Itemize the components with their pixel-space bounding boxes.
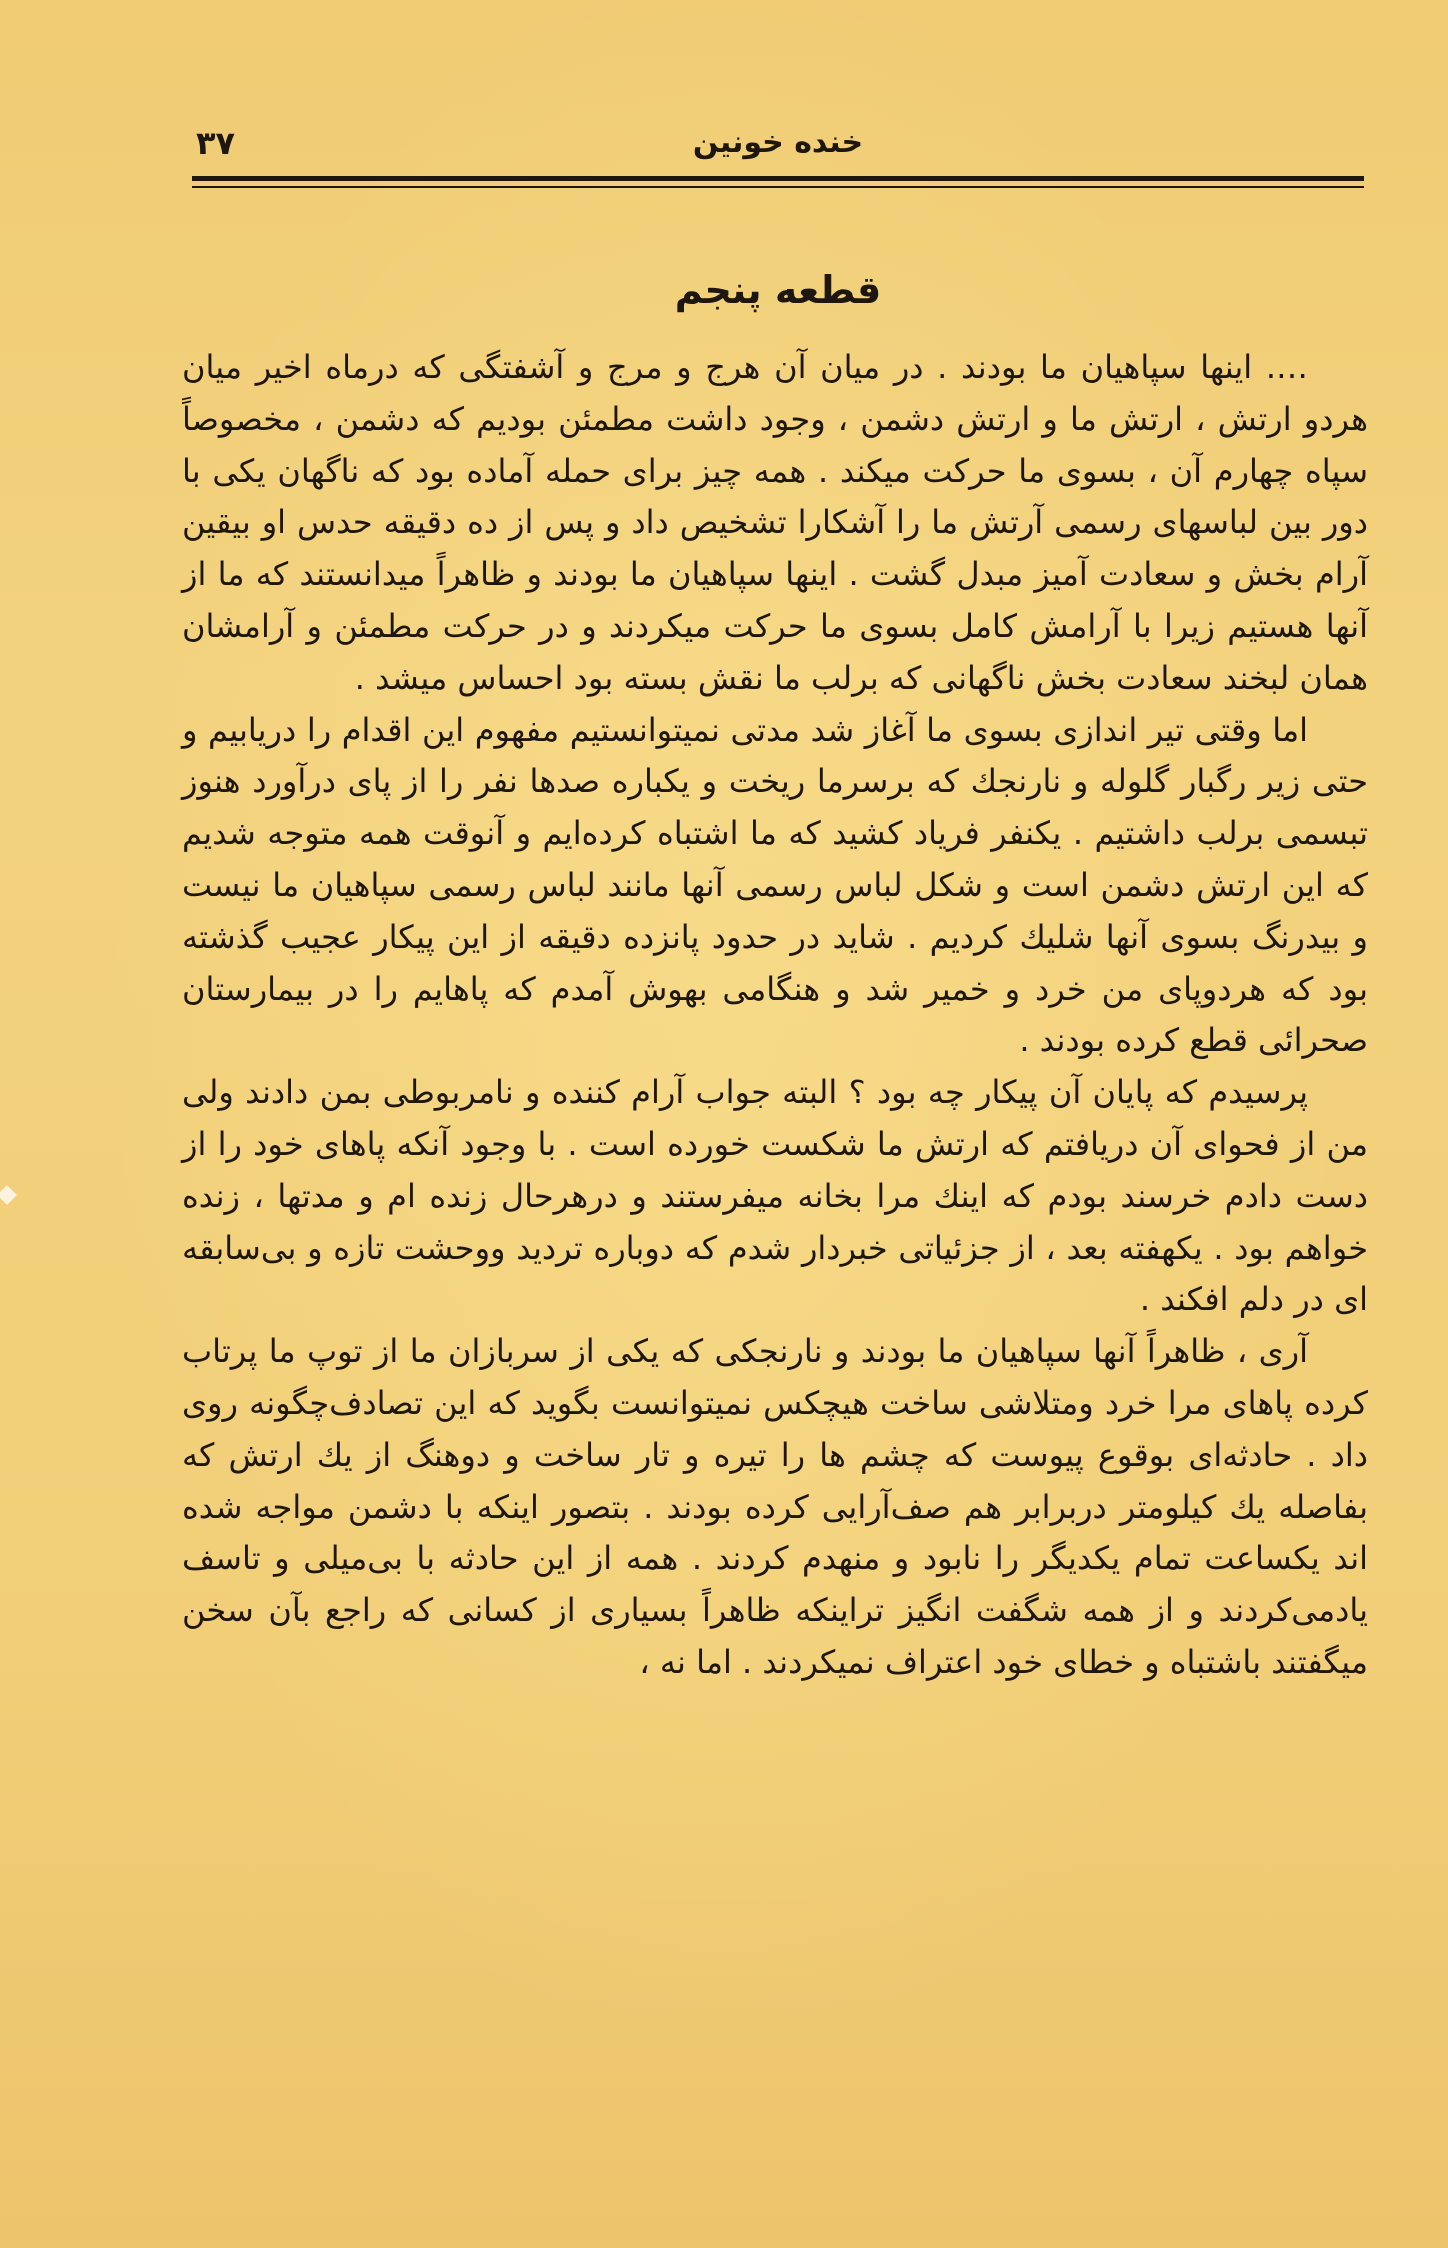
section-title: قطعه پنجم [674,268,882,312]
page-number: ۳۷ [196,124,236,162]
header-rule-thick [192,176,1364,181]
paragraph-4: آری ، ظاهراً آنها سپاهیان ما بودند و نارنجکی که یکی از سربازان ما از توپ ما پرتاب کرده پاهای مرا خرد ومتلاشی ساخت هیچکس نمیتوانست بگوید که این تصادف‌چگونه روی داد . حادثه‌ای بوقوع پیوست که چشم ها را تیره و تار ساخت و دوهنگ از یك ارتش که بفاصله یك کیلومتر دربرابر هم صف‌آرایی کرده بودند . بتصور اینکه با دشمن مواجه شده اند یکساعت تمام یکدیگر را نابود و منهدم کردند . همه از این حادثه با بی‌میلی و تاسف یادمی‌کردند و از همه شگفت انگیز تراینکه ظاهراً بسیاری از کسانی که راجع بآن سخن میگفتند باشتباه و خطای خود اعتراف نمیکردند . اما نه ، [182,1332,1368,1681]
page-edge-tear [0,1185,17,1205]
paragraph-3: پرسیدم که پایان آن پیکار چه بود ؟ البته جواب آرام کننده و نامربوطی بمن دادند ولی من از فحوای آن دریافتم که ارتش ما شکست خورده است . با وجود آنکه پاهای خود را از دست دادم خرسند بودم که اینك مرا بخانه میفرستند و درهرحال زنده ام و مدتها ، زنده خواهم بود . یکهفته بعد ، از جزئیاتی خبردار شدم که دوباره تردید ووحشت تازه و بی‌سابقه ای در دلم افکند . [182,1073,1368,1319]
paragraph-1: …. اینها سپاهیان ما بودند . در میان آن هرج و مرج و آشفتگی که درماه اخیر میان هردو ارتش ، ارتش ما و ارتش دشمن ، وجود داشت مطمئن بودیم که دشمن ، مخصوصاً سپاه چهارم آن ، بسوی ما حرکت میکند . همه چیز برای حمله آماده بود که ناگهان یکی با دور بین لباسهای رسمی آرتش ما را آشکارا تشخیص داد و پس از ده دقیقه حدس او بیقین آرام بخش و سعادت آمیز مبدل گشت . اینها سپاهیان ما بودند و ظاهراً میدانستند که ما از آنها هستیم زیرا با آرامش کامل بسوی ما حرکت میکردند و در حرکت مطمئن و آرامشان همان لبخند سعادت بخش ناگهانی که برلب ما نقش بسته بود احساس میشد . [182,348,1368,697]
header-rule-thin [192,186,1364,188]
running-title: خنده خونین [692,125,864,160]
paragraph-2: اما وقتی تیر اندازی بسوی ما آغاز شد مدتی نمیتوانستیم مفهوم این اقدام را دریابیم و حتی زیر رگبار گلوله و نارنجك که برسرما ریخت و یکباره صدها نفر را از پای درآورد هنوز تبسمی برلب داشتیم . یکنفر فریاد کشید که ما اشتباه کرده‌ایم و آنوقت همه متوجه شدیم که این ارتش دشمن است و شکل لباس رسمی آنها مانند لباس رسمی سپاهیان ما نیست و بیدرنگ بسوی آنها شلیك کردیم . شاید در حدود پانزده دقیقه از این پیکار عجیب گذشته بود که هردوپای من خرد و خمیر شد و هنگامی بهوش آمدم که پاهایم را در بیمارستان صحرائی قطع کرده بودند . [182,710,1368,1060]
body-text [182,342,1368,1689]
page-header [192,118,1364,174]
